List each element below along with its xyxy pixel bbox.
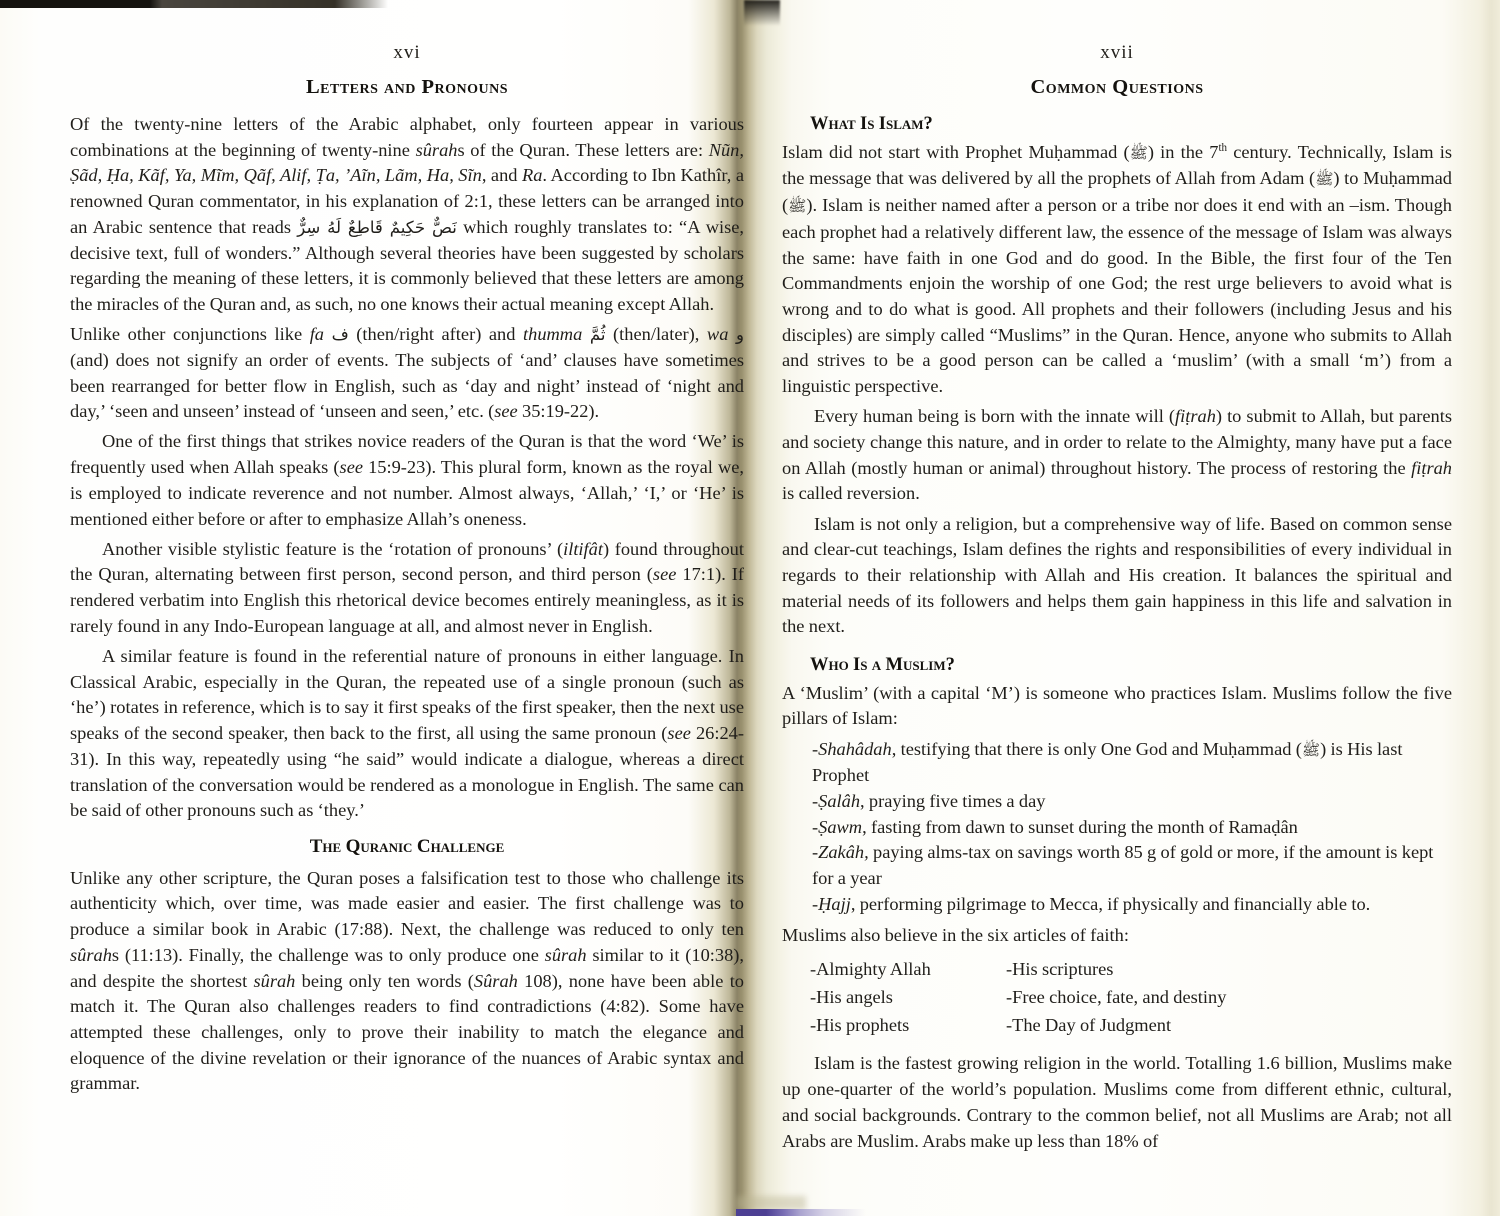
text-segment: wa [706, 324, 729, 345]
text-segment: sûrah [415, 139, 458, 160]
faith-item: -Almighty Allah [810, 959, 931, 980]
text-segment: 17:1). If rendered verbatim into English this rhetorical device becomes entirely meaningless, as it is rarely found in any Indo-European language at all, and almost never in English. [70, 564, 744, 636]
arabic-text: و [735, 325, 744, 345]
text-segment: - [812, 842, 819, 863]
right-page-number: xvii [1100, 42, 1134, 63]
left-page-chapter-heading: Letters and Pronouns [305, 76, 509, 98]
text-segment: sûrah [70, 944, 112, 965]
text-segment: is called reversion. [782, 483, 920, 504]
text-segment: see [652, 564, 677, 585]
honorific-glyph: ﷺ [1301, 740, 1321, 759]
text-segment: Unlike other conjunctions like [70, 324, 310, 345]
text-segment: Muslims also believe in the six articles of faith: [782, 924, 1129, 945]
text-segment: Ṣalâh [818, 791, 861, 812]
text-segment: th [1218, 141, 1228, 154]
text-segment: One of the first things that strikes novice readers of the Quran is that the word ‘We’ is frequently used when Allah speaks ( [70, 431, 744, 478]
faith-item: -Free choice, fate, and destiny [1006, 987, 1227, 1007]
right-page-chapter-heading: Common Questions [1030, 76, 1204, 98]
body-paragraph [782, 923, 1452, 949]
honorific-glyph: ﷺ [788, 197, 807, 216]
text-segment: sûrah [544, 944, 587, 965]
text-segment: fa [309, 324, 324, 345]
text-segment: Ṣawm [818, 816, 863, 837]
text-segment: Of the twenty-nine letters of the Arabic alphabet, only fourteen appear in various combinations at the beginning of twenty-nine [70, 114, 744, 160]
text-segment: , testifying that there is only One God and Muḥammad ( [891, 738, 1302, 759]
text-segment [728, 324, 736, 344]
text-segment: see [667, 723, 691, 744]
scan-artifact-gutter-top-smudge [744, 0, 780, 26]
body-paragraph [70, 429, 744, 532]
arabic-text: نَصٌّ حَكِيمٌ قَاطِعٌ لَهُ سِرٌّ [297, 217, 457, 237]
text-segment: Nũn, Ṣãd, Ḥa, Kãf, Ya, Mĩm, Qãf, Alif, Ṭa, ’Aĩn, Lãm, Ha, Sĩn [70, 139, 744, 186]
text-segment: ) to Muḥammad ( [782, 168, 1452, 216]
list-item [812, 789, 1452, 815]
text-segment: Islam is the fastest growing religion in the world. Totalling 1.6 billion, Muslims make up one-quarter of the world’s population. Muslims come from different ethnic, cultural, and social backgrounds. Contrary to the common belief, not all Muslims are Arab; not all Arabs are Muslim. Arabs make up less than 18% of [782, 1053, 1452, 1151]
body-paragraph [70, 112, 744, 318]
arabic-text: ف [331, 325, 349, 345]
body-paragraph [782, 404, 1452, 507]
body-paragraph [70, 537, 744, 640]
right-page-body [782, 112, 1452, 1154]
text-segment: Islam did not start with Prophet Muḥammad ( [782, 141, 1130, 162]
text-segment: 35:19-22). [517, 401, 600, 422]
text-segment: Shahâdah [818, 738, 892, 759]
text-segment: (then/later), [605, 324, 707, 345]
text-segment: similar to it (10:38), and despite the shortest [70, 944, 745, 991]
faith-item: -His prophets [810, 1014, 910, 1035]
body-paragraph [70, 322, 744, 425]
text-segment: see [339, 457, 364, 478]
body-paragraph [782, 140, 1452, 400]
right-page [782, 0, 1452, 1216]
text-segment: fiṭrah [1411, 457, 1452, 478]
text-segment [582, 324, 590, 344]
text-segment: , and [481, 165, 522, 186]
text-segment: s (11:13). Finally, the challenge was to only produce one [111, 944, 545, 965]
subsection-heading: Who Is a Muslim? [810, 655, 955, 676]
text-segment: sûrah [253, 970, 296, 991]
text-segment: - [812, 791, 819, 812]
body-paragraph [782, 681, 1452, 732]
text-segment: 26:24-31). In this way, repeatedly using “he said” would indicate a dialogue, whereas a direct translation of the conversation would be rendered as a monologue in English. The same can be said of other pronouns such as ‘they.’ [70, 723, 744, 821]
list-item [812, 840, 1452, 891]
list-item [812, 892, 1452, 918]
text-segment: 108), none have been able to match it. The Quran also challenges readers to find contradictions (4:82). Some have attempted these challenges, only to prove their inability to match the elegance and eloquence of the divine revelation or their ignorance of the nuances of Arabic syntax and grammar. [70, 970, 744, 1094]
arabic-text: ثُمَّ [589, 325, 606, 345]
text-segment: 15:9-23). This plural form, known as the royal we, is employed to indicate reverence and not number. Almost always, ‘Allah,’ ‘I,’ or ‘He’ is mentioned either before or after to emphasize Allah’s oneness. [70, 457, 744, 529]
list-item [812, 815, 1452, 841]
text-segment: ) is His last Prophet [812, 738, 1403, 786]
text-segment: Ra [521, 165, 543, 186]
text-segment: Ḥajj [818, 893, 851, 914]
honorific-glyph: ﷺ [1129, 143, 1148, 162]
text-segment: iltifât [563, 538, 603, 559]
text-segment: ) to submit to Allah, but parents and society change this nature, and in order to relate to the Almighty, many have put a face on Allah (mostly human or animal) throughout history. The process of restoring the [782, 406, 1453, 478]
faith-item: -The Day of Judgment [1006, 1014, 1172, 1035]
text-segment: thumma [523, 324, 583, 345]
articles-of-faith-columns [810, 957, 1452, 1038]
body-paragraph [70, 644, 744, 824]
text-segment: Unlike any other scripture, the Quran poses a falsification test to those who challenge its authenticity which, over time, was made easier and easier. The first challenge was to produce a similar book in Arabic (17:88). Next, the challenge was reduced to only ten [70, 867, 744, 940]
subsection-heading: What Is Islam? [810, 114, 933, 134]
faith-item: -His scriptures [1006, 959, 1114, 980]
text-segment: paying alms-tax on savings worth 85 g of gold or more, if the amount is kept for a year [812, 842, 1434, 889]
left-page-number: xvi [393, 42, 421, 63]
text-segment: , fasting from dawn to sunset during the month of Ramaḍân [862, 816, 1298, 837]
text-segment: , performing pilgrimage to Mecca, if physically and financially able to. [850, 893, 1371, 914]
text-segment: see [494, 401, 518, 422]
body-paragraph [70, 866, 744, 1097]
text-segment: century. Technically, Islam is the message that was delivered by all the prophets of Allah from Adam ( [782, 141, 1452, 189]
text-segment: being only ten words ( [295, 970, 474, 991]
text-segment: Sûrah [473, 970, 518, 991]
text-segment: A ‘Muslim’ (with a capital ‘M’) is someone who practices Islam. Muslims follow the five pillars of Islam: [782, 682, 1452, 729]
section-heading: The Quranic Challenge [309, 835, 505, 857]
left-page-body [70, 112, 744, 1097]
honorific-glyph: ﷺ [1315, 170, 1334, 189]
text-segment: , praying five times a day [860, 791, 1046, 812]
faith-item: -His angels [810, 987, 893, 1007]
body-paragraph [782, 1051, 1452, 1154]
text-segment: ) in the 7 [1147, 141, 1219, 162]
text-segment: ) found throughout the Quran, alternating between first person, second person, and third person ( [70, 538, 744, 585]
text-segment: (then/right after) and [348, 324, 524, 345]
list-item [812, 737, 1452, 789]
text-segment: (and) does not signify an order of events. The subjects of ‘and’ clauses have sometimes been rearranged for better flow in English, such as ‘day and night’ instead of ‘night and day,’ ‘seen and unseen’ instead of ‘unseen and seen,’ etc. ( [70, 349, 744, 422]
text-segment: s of the Quran. These letters are: [457, 139, 709, 160]
text-segment: - [812, 816, 819, 837]
text-segment: Islam is not only a religion, but a comprehensive way of life. Based on common sense and clear-cut teachings, Islam defines the rights and responsibilities of every individual in regards to their relationship with Allah and His creation. It balances the spiritual and material needs of its followers and helps them gain happiness in this life and salvation in the next. [782, 513, 1452, 637]
body-paragraph [782, 512, 1452, 641]
text-segment: Zakâh, [818, 842, 869, 863]
text-segment: ). Islam is neither named after a person or a tribe nor does it end with an –ism. Though each prophet had a relatively different law, the essence of the message of Islam was always the same: have faith in one God and do good. In the Bible, the first four of the Ten Commandments enjoin the worship of one God; the rest urge believers to avoid what is wrong and to do what is good. All prophets and their followers (including Jesus and his disciples) are simply called “Muslims” in the Quran. Hence, anyone who submits to Allah and strives to be a good person can be called a ‘muslim’ (with a small ‘m’) from a linguistic perspective. [782, 195, 1452, 397]
pillars-list [812, 737, 1452, 918]
text-segment: - [812, 738, 819, 759]
text-segment: fiṭrah [1175, 406, 1216, 427]
text-segment: - [812, 893, 819, 914]
text-segment: A similar feature is found in the referential nature of pronouns in either language. In Classical Arabic, especially in the Quran, the repeated use of a single pronoun (such as ‘he’) rotates in reference, which is to say it first speaks of the first speaker, then the next use speaks of the second speaker, then back to the first, all using the same pronoun ( [70, 646, 744, 744]
text-segment: which roughly translates to: “A wise, decisive text, full of wonders.” Although several theories have been suggested by scholars regarding the meaning of these letters, it is commonly believed that these letters are among the miracles of the Quran and, as such, no one knows their actual meaning except Allah. [70, 216, 744, 314]
text-segment: . According to Ibn Kathîr, a renowned Quran commentator, in his explanation of 2:1, these letters can be arranged into an Arabic sentence that reads [70, 165, 744, 237]
left-page [70, 0, 744, 1216]
text-segment: Another visible stylistic feature is the ‘rotation of pronouns’ ( [102, 538, 564, 559]
text-segment [324, 324, 332, 344]
text-segment: Every human being is born with the innate will ( [814, 406, 1176, 427]
